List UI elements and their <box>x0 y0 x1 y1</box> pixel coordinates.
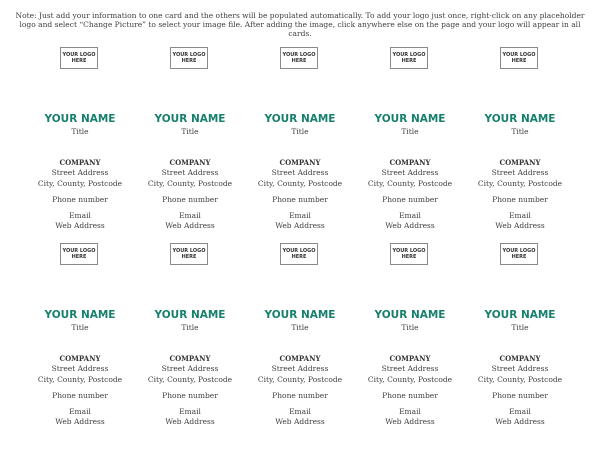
logo-placeholder[interactable]: YOUR LOGO HERE <box>500 47 538 69</box>
business-card-r2-c5 <box>465 243 575 439</box>
logo-placeholder[interactable]: YOUR LOGO HERE <box>390 243 428 265</box>
logo-placeholder[interactable]: YOUR LOGO HERE <box>390 47 428 69</box>
card-company[interactable]: COMPANY <box>499 354 541 363</box>
card-title[interactable]: Title <box>181 127 199 136</box>
business-card-r1-c2 <box>135 47 245 243</box>
card-company[interactable]: COMPANY <box>279 354 321 363</box>
card-company[interactable]: COMPANY <box>59 354 101 363</box>
card-email[interactable]: Email <box>289 407 311 416</box>
card-company[interactable]: COMPANY <box>169 158 211 167</box>
card-title[interactable]: Title <box>291 323 309 332</box>
card-city-county-postcode[interactable]: City, County, Postcode <box>37 179 123 188</box>
card-title[interactable]: Title <box>71 323 89 332</box>
card-city-county-postcode[interactable]: City, County, Postcode <box>477 179 563 188</box>
card-name[interactable]: YOUR NAME <box>154 113 226 125</box>
card-email[interactable]: Email <box>289 211 311 220</box>
business-card-r1-c3 <box>245 47 355 243</box>
business-card-r2-c3 <box>245 243 355 439</box>
card-web-address[interactable]: Web Address <box>275 221 325 230</box>
card-name[interactable]: YOUR NAME <box>44 309 116 321</box>
card-email[interactable]: Email <box>69 407 91 416</box>
card-phone[interactable]: Phone number <box>272 195 328 204</box>
card-title[interactable]: Title <box>401 323 419 332</box>
card-street-address[interactable]: Street Address <box>491 364 549 373</box>
card-name[interactable]: YOUR NAME <box>44 113 116 125</box>
card-street-address[interactable]: Street Address <box>271 364 329 373</box>
card-phone[interactable]: Phone number <box>492 195 548 204</box>
logo-placeholder[interactable]: YOUR LOGO HERE <box>170 47 208 69</box>
card-street-address[interactable]: Street Address <box>381 168 439 177</box>
card-phone[interactable]: Phone number <box>162 391 218 400</box>
card-phone[interactable]: Phone number <box>492 391 548 400</box>
card-company[interactable]: COMPANY <box>169 354 211 363</box>
card-web-address[interactable]: Web Address <box>165 417 215 426</box>
business-card-r2-c2 <box>135 243 245 439</box>
card-company[interactable]: COMPANY <box>279 158 321 167</box>
card-title[interactable]: Title <box>401 127 419 136</box>
card-web-address[interactable]: Web Address <box>495 417 545 426</box>
card-name[interactable]: YOUR NAME <box>264 309 336 321</box>
card-name[interactable]: YOUR NAME <box>264 113 336 125</box>
card-web-address[interactable]: Web Address <box>385 417 435 426</box>
business-card-r1-c5 <box>465 47 575 243</box>
card-phone[interactable]: Phone number <box>52 391 108 400</box>
card-web-address[interactable]: Web Address <box>165 221 215 230</box>
card-company[interactable]: COMPANY <box>59 158 101 167</box>
card-email[interactable]: Email <box>69 211 91 220</box>
card-name[interactable]: YOUR NAME <box>154 309 226 321</box>
card-web-address[interactable]: Web Address <box>495 221 545 230</box>
logo-placeholder[interactable]: YOUR LOGO HERE <box>280 47 318 69</box>
logo-placeholder[interactable]: YOUR LOGO HERE <box>500 243 538 265</box>
card-street-address[interactable]: Street Address <box>161 168 219 177</box>
card-street-address[interactable]: Street Address <box>51 364 109 373</box>
card-web-address[interactable]: Web Address <box>275 417 325 426</box>
card-city-county-postcode[interactable]: City, County, Postcode <box>477 375 563 384</box>
card-title[interactable]: Title <box>511 127 529 136</box>
business-card-r1-c4 <box>355 47 465 243</box>
instruction-note: Note: Just add your information to one card and the others will be populated automatically. To add your logo just once, right-click on any placeholder logo and select “Change Picture” to select your image file. After adding the image, click anywhere else on the page and your logo will appear in all cards. <box>15 11 585 38</box>
card-phone[interactable]: Phone number <box>272 391 328 400</box>
card-street-address[interactable]: Street Address <box>491 168 549 177</box>
card-company[interactable]: COMPANY <box>389 158 431 167</box>
card-web-address[interactable]: Web Address <box>55 221 105 230</box>
card-name[interactable]: YOUR NAME <box>484 309 556 321</box>
card-city-county-postcode[interactable]: City, County, Postcode <box>367 375 453 384</box>
card-email[interactable]: Email <box>179 211 201 220</box>
card-city-county-postcode[interactable]: City, County, Postcode <box>257 179 343 188</box>
business-card-r2-c1 <box>25 243 135 439</box>
card-title[interactable]: Title <box>71 127 89 136</box>
card-name[interactable]: YOUR NAME <box>374 309 446 321</box>
card-phone[interactable]: Phone number <box>52 195 108 204</box>
card-street-address[interactable]: Street Address <box>381 364 439 373</box>
card-phone[interactable]: Phone number <box>382 195 438 204</box>
card-city-county-postcode[interactable]: City, County, Postcode <box>367 179 453 188</box>
card-company[interactable]: COMPANY <box>389 354 431 363</box>
logo-placeholder[interactable]: YOUR LOGO HERE <box>60 243 98 265</box>
card-street-address[interactable]: Street Address <box>161 364 219 373</box>
card-web-address[interactable]: Web Address <box>55 417 105 426</box>
card-email[interactable]: Email <box>509 407 531 416</box>
logo-placeholder[interactable]: YOUR LOGO HERE <box>170 243 208 265</box>
business-card-grid <box>25 0 575 462</box>
card-title[interactable]: Title <box>511 323 529 332</box>
card-title[interactable]: Title <box>291 127 309 136</box>
card-name[interactable]: YOUR NAME <box>484 113 556 125</box>
card-city-county-postcode[interactable]: City, County, Postcode <box>147 179 233 188</box>
card-city-county-postcode[interactable]: City, County, Postcode <box>257 375 343 384</box>
card-email[interactable]: Email <box>179 407 201 416</box>
business-card-r1-c1 <box>25 47 135 243</box>
card-web-address[interactable]: Web Address <box>385 221 435 230</box>
logo-placeholder[interactable]: YOUR LOGO HERE <box>60 47 98 69</box>
card-street-address[interactable]: Street Address <box>51 168 109 177</box>
card-title[interactable]: Title <box>181 323 199 332</box>
card-email[interactable]: Email <box>399 211 421 220</box>
card-email[interactable]: Email <box>399 407 421 416</box>
card-city-county-postcode[interactable]: City, County, Postcode <box>147 375 233 384</box>
card-phone[interactable]: Phone number <box>382 391 438 400</box>
card-email[interactable]: Email <box>509 211 531 220</box>
card-street-address[interactable]: Street Address <box>271 168 329 177</box>
card-city-county-postcode[interactable]: City, County, Postcode <box>37 375 123 384</box>
card-phone[interactable]: Phone number <box>162 195 218 204</box>
logo-placeholder[interactable]: YOUR LOGO HERE <box>280 243 318 265</box>
card-name[interactable]: YOUR NAME <box>374 113 446 125</box>
business-card-r2-c4 <box>355 243 465 439</box>
card-company[interactable]: COMPANY <box>499 158 541 167</box>
